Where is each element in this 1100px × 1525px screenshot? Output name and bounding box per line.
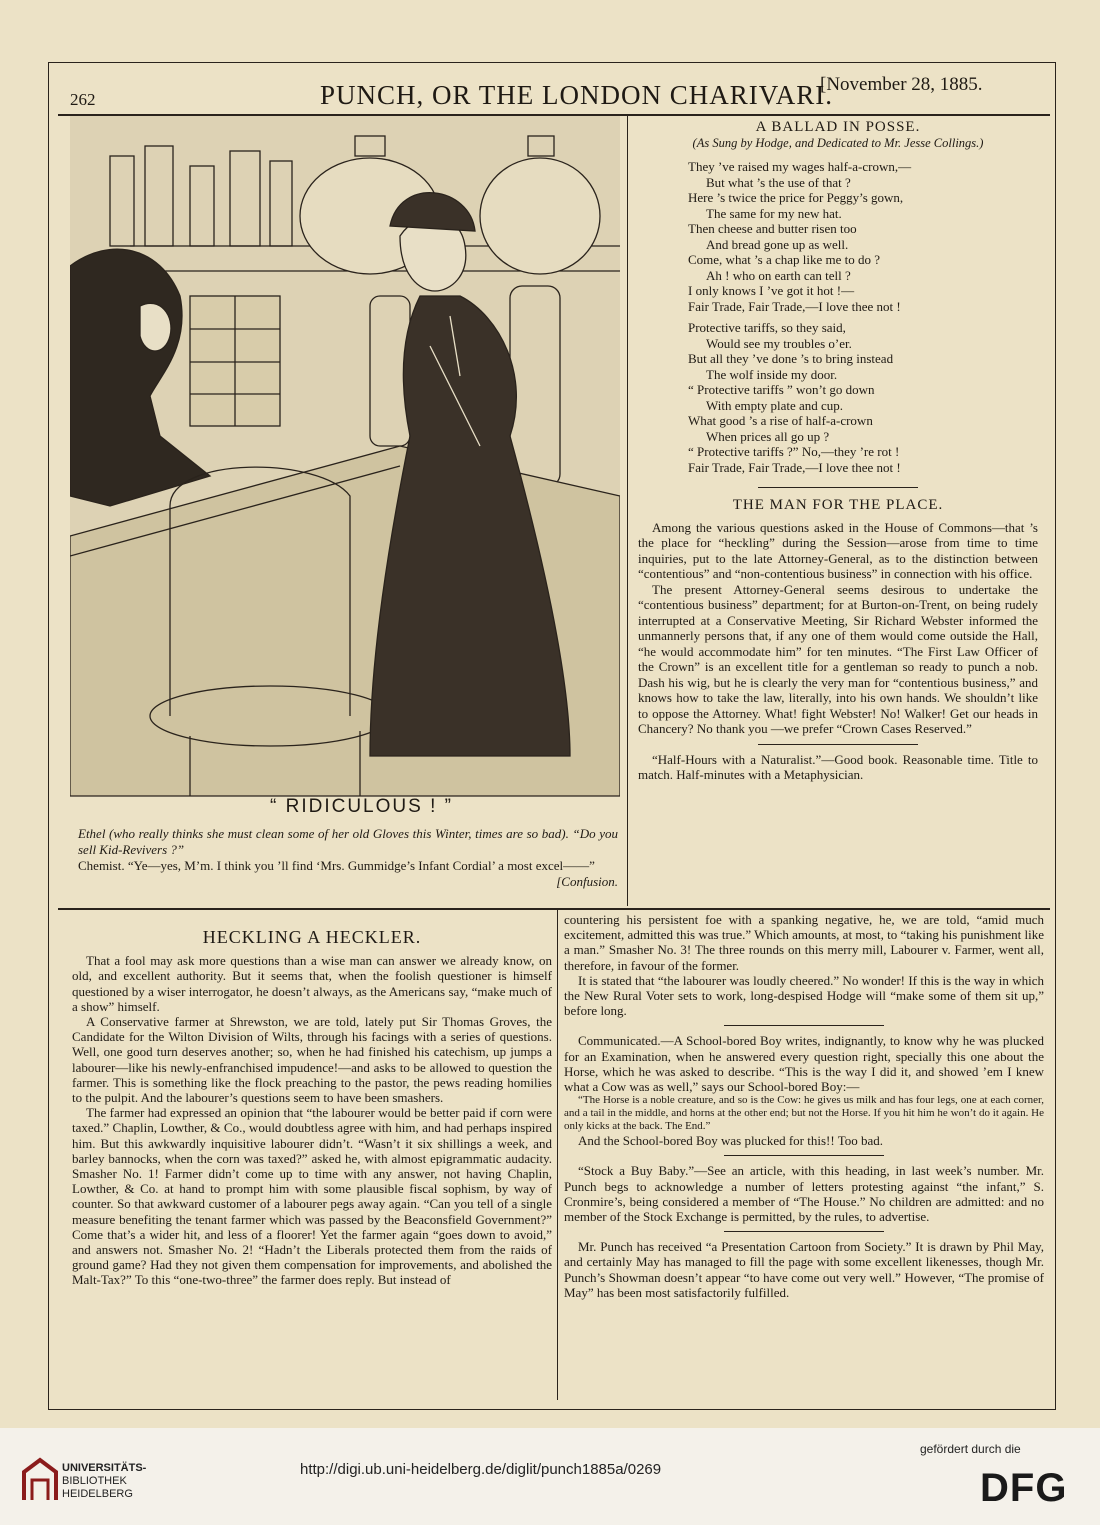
library-name (62, 1462, 146, 1501)
permalink-url[interactable]: http://digi.ub.uni-heidelberg.de/diglit/punch1885a/0269 (300, 1461, 662, 1478)
verse-line: Ah ! who on earth can tell ? (706, 267, 851, 283)
paragraph: Among the various questions asked in the House of Commons—that ’s the place for “heckling” during the Session—arose from time to time inquiries, put to the late Attorney-General, as to the distinction between “contentious” and “non-contentious business” in connection with his office. (638, 519, 1038, 581)
verse-line: What good ’s a rise of half-a-crown (688, 413, 873, 428)
heckling-title: HECKLING A HECKLER. (202, 927, 422, 947)
funder-text: gefördert durch die (920, 1442, 1021, 1456)
verse-line: And bread gone up as well. (706, 236, 849, 252)
ballad-verse (638, 159, 1038, 475)
running-header (60, 70, 1050, 114)
verse-line: Would see my troubles o’er. (706, 335, 852, 351)
divider (724, 1025, 884, 1026)
column-rule (627, 116, 628, 906)
paragraph: A Conservative farmer at Shrewston, we are told, lately put Sir Thomas Groves, the Candidate for the Wilton Division of Wilts, through his facings with a series of questions. Well, one good turn deserves another; so, when he had finished his catechism, up jumps a labourer—like his newly-enfranchised impudence!—and asks to be allowed to question the farmer. This is something like the flock preaching to the pastor, the pews reading homilies to the pulpit. And the labourer’s questions seem to have been smashers. (72, 1014, 552, 1106)
caption-line-2: Chemist. “Ye—yes, M’m. I think you ’ll find ‘Mrs. Gummidge’s Infant Cordial’ a most excel——” (78, 858, 595, 873)
cartoon-title: “ RIDICULOUS ! ” (270, 796, 453, 817)
paragraph: Mr. Punch has received “a Presentation Cartoon from Society.” It is drawn by Phil May, and certainly May has managed to fill the page with some excellent likenesses, though Mr. Punch’s Showman doesn’t appear “to have come out very well.” However, “The promise of May” has been most satisfactorily fulfilled. (564, 1239, 1044, 1300)
verse-line: “ Protective tariffs ?” No,—they ’re rot ! (688, 444, 900, 459)
viewer-footer (0, 1428, 1100, 1525)
divider (758, 487, 918, 488)
verse-line: Here ’s twice the price for Peggy’s gown, (688, 190, 904, 205)
library-line: BIBLIOTHEK (62, 1475, 127, 1487)
page-number: 262 (70, 90, 96, 109)
verse-line: They ’ve raised my wages half-a-crown,— (688, 159, 912, 174)
verse-line: Then cheese and butter risen too (688, 221, 857, 236)
library-line: HEIDELBERG (62, 1488, 133, 1500)
verse-line: The same for my new hat. (706, 205, 842, 221)
caption-end: [Confusion. (556, 874, 618, 889)
verse-line: Protective tariffs, so they said, (688, 320, 846, 335)
paragraph: “Stock a Buy Baby.”—See an article, with this heading, in last week’s number. Mr. Punch begs to acknowledge a number of letters protesting against “the infant,” S. Cronmire’s, being considered a member of “The House.” No children are admitted: and no member of the Stock Exchange is permitted, by the rules, to advertise. (564, 1163, 1044, 1225)
divider (724, 1231, 884, 1232)
paragraph: And the School-bored Boy was plucked for this!! Too bad. (578, 1133, 884, 1149)
ballad-subtitle: (As Sung by Hodge, and Dedicated to Mr. Jesse Collings.) (692, 135, 984, 150)
column-two (564, 912, 1044, 1300)
masthead: PUNCH, OR THE LONDON CHARIVARI. (320, 80, 834, 110)
column-rule-lower (557, 910, 558, 1400)
ballad-article (638, 120, 1038, 783)
ballad-title: A BALLAD IN POSSE. (755, 119, 921, 135)
quotation: “The Horse is a noble creature, and so is the Cow: he gives us milk and has four legs, one at each corner, and a tail in the middle, and horns at the other end; but not the Horse. If you hit him he won’t do it again. He only kicks at the back. The End.” (564, 1094, 1044, 1133)
library-line: UNIVERSITÄTS- (62, 1462, 147, 1474)
divider (724, 1155, 884, 1156)
man-for-place-title: THE MAN FOR THE PLACE. (732, 497, 944, 513)
verse-line: I only knows I ’ve got it hot !— (688, 283, 855, 298)
verse-line: Fair Trade, Fair Trade,—I love thee not ! (688, 459, 901, 475)
paragraph: Communicated.—A School-bored Boy writes, indignantly, to know why he was plucked for an Examination, when he answered every question right, specially this one about the Horse, which he was asked to describe. “This is the way I did it, and showed ’em I knew what a Cow was as well,” says our School-bored Boy:— (564, 1033, 1044, 1095)
paragraph: The present Attorney-General seems desirous to undertake the “contentious business” department; for at Burton-on-Trent, on being rudely interrupted at a Conservative Meeting, Sir Richard Webster informed the unmannerly persons that, if any one of them would come outside the Hall, “he would accommodate him” for ten minutes. “The First Law Officer of the Crown” is an excellent title for a gentleman so ready to punch a nob. Dash his wig, but he is clearly the very man for “contentious business,” and knows how to take the law, literally, into his own hands. We shouldn’t like to oppose the Attorney. What! fight Webster! No! Walker! Get our heads in Chancery? No thank you —we prefer “Crown Cases Reserved.” (638, 581, 1038, 736)
verse-line: But what ’s the use of that ? (706, 174, 851, 190)
verse-line: But all they ’ve done ’s to bring instead (688, 351, 894, 366)
verse-line: With empty plate and cup. (706, 397, 844, 413)
paragraph: It is stated that “the labourer was loudly cheered.” No wonder! If this is the way in which the New Rural Voter sets to work, long-despised Hodge will “make some of them sit up,” before long. (564, 972, 1044, 1019)
issue-date: [November 28, 1885. (820, 74, 983, 95)
caption-line-1: Ethel (who really thinks she must clean some of her old Gloves this Winter, times are so bad). “Do you sell Kid-Revivers ?” (78, 826, 618, 857)
verse-line: The wolf inside my door. (706, 366, 838, 382)
paragraph: “Half-Hours with a Naturalist.”—Good book. Reasonable time. Title to match. Half-minutes with a Metaphysician. (638, 751, 1038, 782)
verse-line: Fair Trade, Fair Trade,—I love thee not ! (688, 298, 901, 314)
verse-line: Come, what ’s a chap like me to do ? (688, 252, 881, 267)
divider (758, 744, 918, 745)
paragraph: That a fool may ask more questions than a wise man can answer we already know, on old, and excellent authority. But it seems that, when the foolish questioner is himself questioned by a wiser interrogator, he doesn’t always, as the Americans say, “make much of a show” himself. (72, 953, 552, 1014)
paragraph: countering his persistent foe with a spanking negative, he, we are told, “amid much excitement, admitted this was true.” Which amounts, at most, to “taking his punishment like a man.” Smasher No. 3! The three rounds on this merry mill, Labourer v. Farmer, went all, therefore, in favour of the former. (564, 912, 1044, 973)
dfg-logo[interactable]: DFG (980, 1466, 1068, 1510)
verse-line: When prices all go up ? (706, 428, 830, 444)
heckling-article (72, 920, 552, 1288)
verse-line: “ Protective tariffs ” won’t go down (688, 382, 875, 397)
paragraph: The farmer had expressed an opinion that “the labourer would be better paid if corn were taxed.” Chaplin, Lowther, & Co., would doubtless agree with him, and had perhaps inspired him. But this awkwardly inquisitive labourer didn’t. “Wasn’t it six shillings a week, and barley bannocks, when the corn was taxed?” asked he, with almost epigrammatic audacity. Smasher No. 1! Farmer didn’t come up to time with any answer, not having Chaplin, Lowther, & Co. at hand to prompt him with some plausible fiscal sophism, by way of counter. So that awkward customer of a labourer pegs away again. “Can you tell of a single measure benefiting the tenant farmer which was passed by the Beaconsfield Government?” Come that’s a wider hit, and less of a floorer! Yet the farmer again “goes down to avoid,” and answers not. Smasher No. 2! “Hadn’t the Liberals protected them from the raids of ground game? Had they not given them compensation for improvements, and abolished the Malt-Tax?” To this “one-two-three” the farmer does reply. But instead of (72, 1105, 552, 1288)
cartoon-caption (78, 826, 618, 890)
